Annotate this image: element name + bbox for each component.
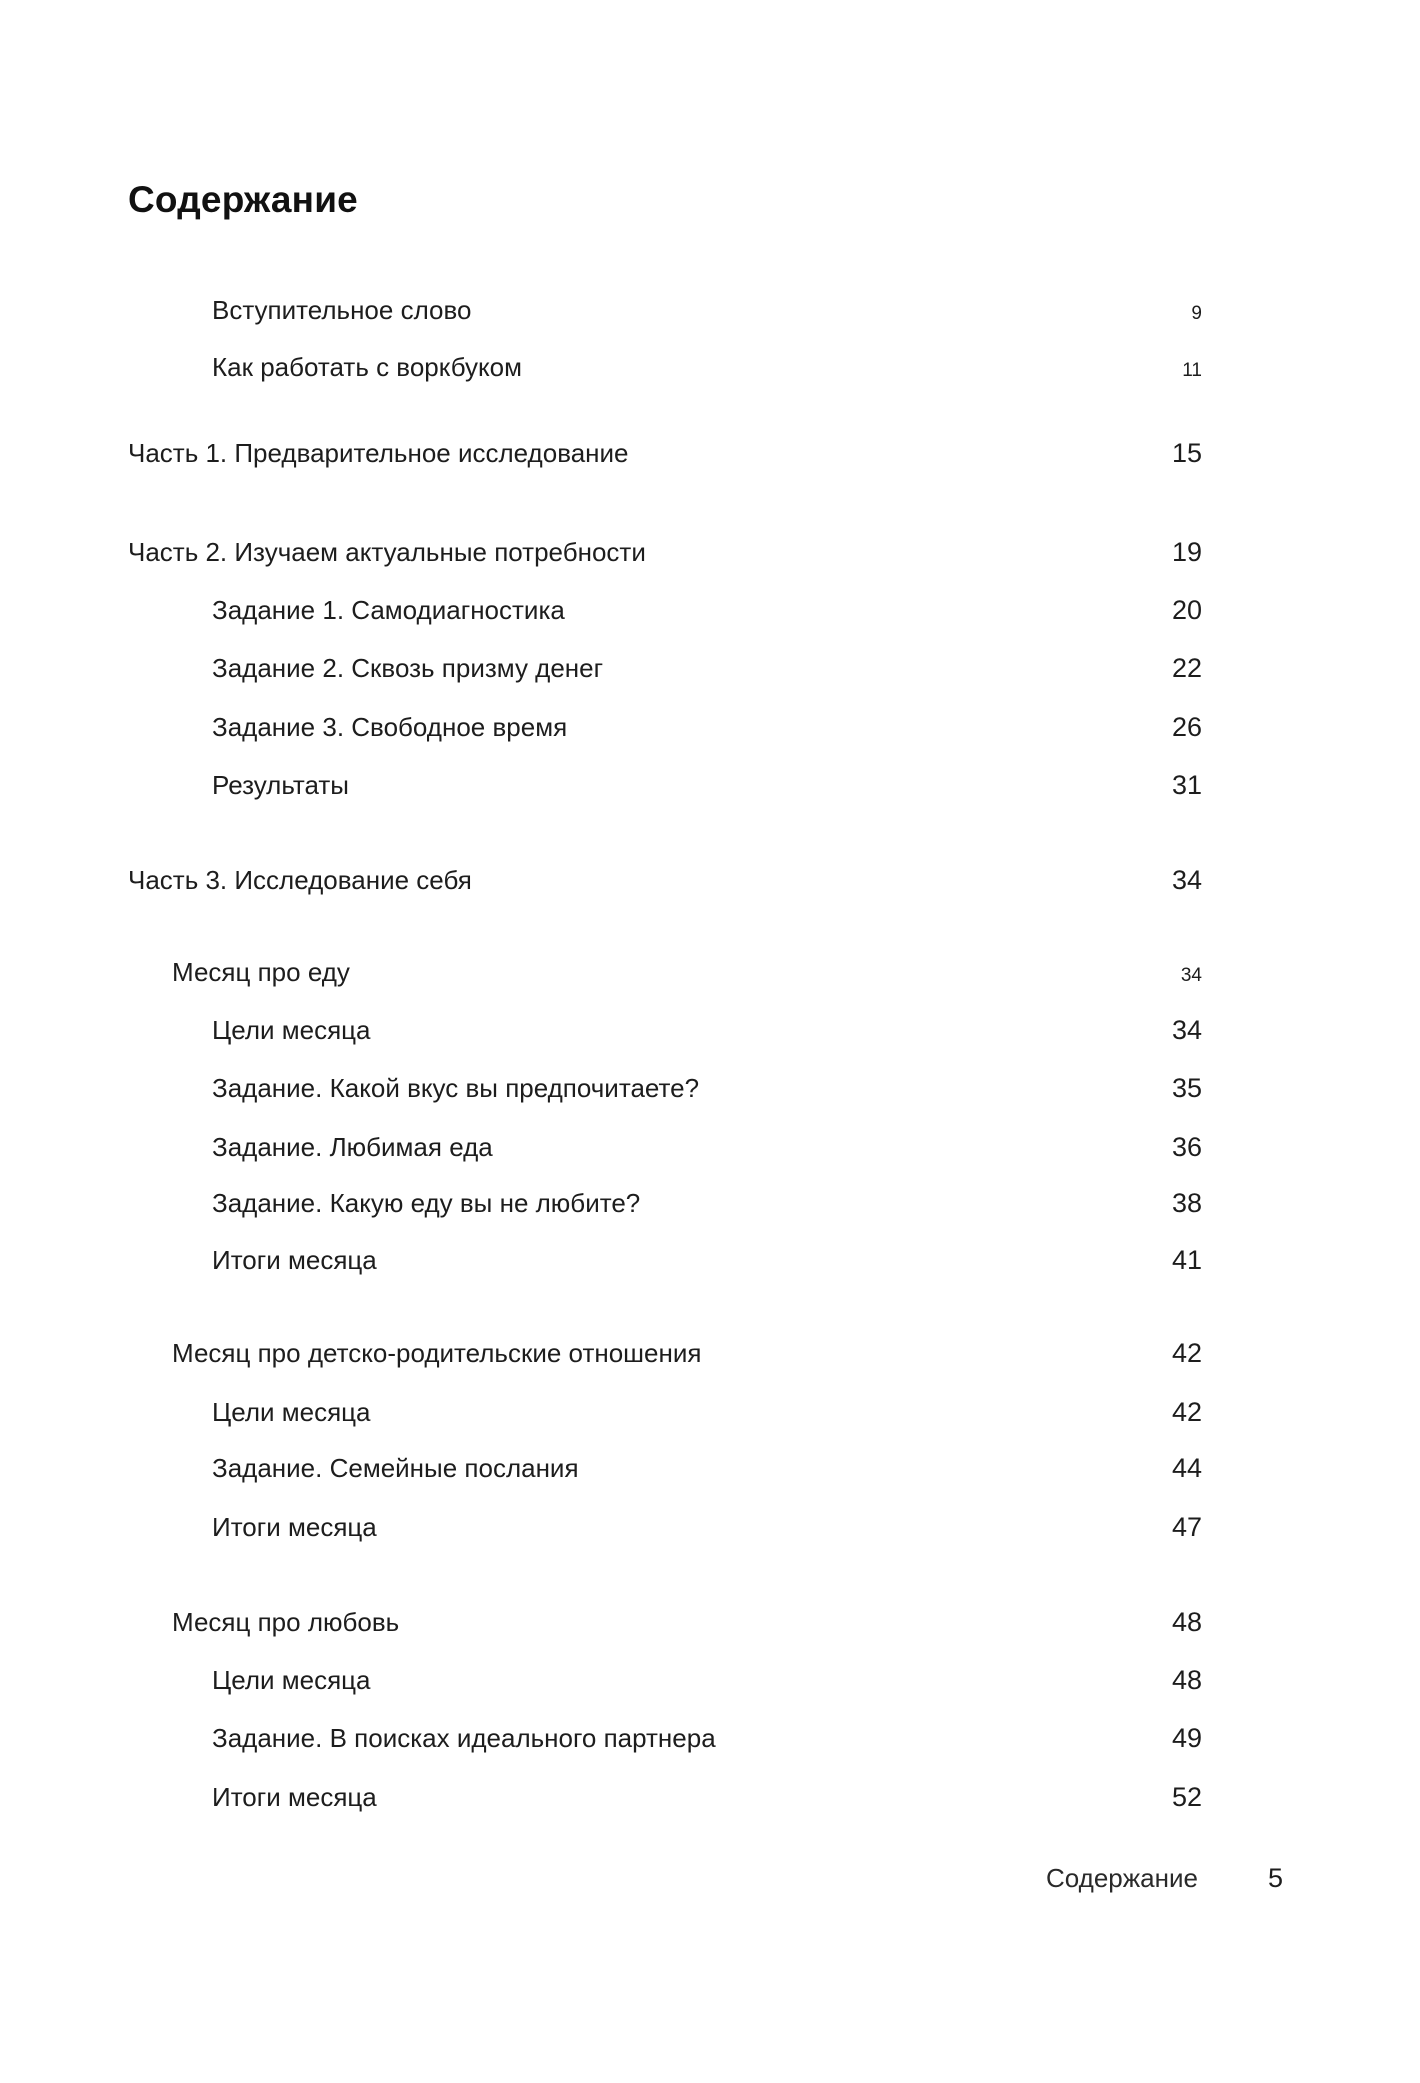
toc-entry-label: Задание. Любимая еда — [212, 1132, 493, 1162]
toc-entry-label: Итоги месяца — [212, 1245, 377, 1275]
toc-entry-page: 34 — [1171, 1015, 1202, 1045]
toc-entry — [128, 1395, 1202, 1429]
toc-entry — [128, 863, 1202, 897]
toc-entry — [128, 768, 1202, 802]
toc-entry-label: Часть 2. Изучаем актуальные потребности — [128, 537, 646, 567]
toc-entry-page: 9 — [1191, 303, 1202, 324]
toc-entry — [128, 1243, 1202, 1277]
toc-entry-label: Результаты — [212, 770, 349, 800]
toc-entry-page: 34 — [1180, 965, 1202, 986]
toc-entry-label: Месяц про детско-родительские отношения — [172, 1338, 702, 1368]
toc-entry-label: Месяц про еду — [172, 957, 350, 987]
toc-entry-label: Задание. Семейные послания — [212, 1453, 579, 1483]
toc-entry-label: Как работать с воркбуком — [212, 352, 523, 382]
toc-entry — [128, 1605, 1202, 1639]
toc-entry — [128, 1013, 1202, 1047]
toc-entry-page: 31 — [1171, 770, 1202, 800]
toc-entry — [128, 350, 1202, 388]
toc-entry — [128, 1663, 1202, 1697]
toc-entry — [128, 1780, 1202, 1814]
toc-entry-page: 48 — [1171, 1665, 1202, 1695]
toc-entry-label: Итоги месяца — [212, 1782, 377, 1812]
footer-page-number: 5 — [1267, 1863, 1283, 1893]
toc-entry-label: Часть 3. Исследование себя — [128, 865, 472, 895]
toc-entry — [128, 1186, 1202, 1220]
page-footer — [1046, 1861, 1283, 1895]
toc-entry-page: 52 — [1171, 1782, 1202, 1812]
toc-entry-page: 42 — [1171, 1338, 1202, 1368]
toc-entry-label: Задание 3. Свободное время — [212, 712, 568, 742]
toc-entry-label: Часть 1. Предварительное исследование — [128, 438, 629, 468]
toc-entry-page: 48 — [1171, 1607, 1202, 1637]
toc-entry-label: Задание 2. Сквозь призму денег — [212, 653, 604, 683]
toc-entry-label: Месяц про любовь — [172, 1607, 400, 1637]
toc-entry — [128, 1451, 1202, 1485]
toc-entry-page: 42 — [1171, 1397, 1202, 1427]
toc-entry-page: 15 — [1171, 438, 1202, 468]
toc-entry-page: 34 — [1171, 865, 1202, 895]
toc-entry — [128, 1721, 1202, 1755]
toc-entry-label: Задание. Какой вкус вы предпочитаете? — [212, 1073, 700, 1103]
toc-entry-page: 20 — [1171, 595, 1202, 625]
toc-entry-page: 22 — [1171, 653, 1202, 683]
toc-entry — [128, 955, 1202, 993]
toc-entry-page: 41 — [1171, 1245, 1202, 1275]
toc-entry — [128, 1071, 1202, 1105]
toc-entry-label: Задание. Какую еду вы не любите? — [212, 1188, 641, 1218]
toc-entry-page: 44 — [1171, 1453, 1202, 1483]
toc-entry-page: 36 — [1171, 1132, 1202, 1162]
toc-entry-label: Задание. В поисках идеального партнера — [212, 1723, 716, 1753]
toc-entry-page: 26 — [1171, 712, 1202, 742]
toc-entry — [128, 1510, 1202, 1544]
toc-entry-label: Цели месяца — [212, 1665, 371, 1695]
footer-section-label: Содержание — [1046, 1863, 1198, 1893]
toc-entry-label: Итоги месяца — [212, 1512, 377, 1542]
toc-entry — [128, 1336, 1202, 1370]
toc-entry-page: 38 — [1171, 1188, 1202, 1218]
toc-entry-page: 35 — [1171, 1073, 1202, 1103]
toc-entry — [128, 1130, 1202, 1164]
toc-entry-page: 47 — [1171, 1512, 1202, 1542]
toc-entry-label: Вступительное слово — [212, 295, 472, 325]
toc-entry — [128, 710, 1202, 744]
toc-entry — [128, 535, 1202, 569]
toc-entry — [128, 436, 1202, 470]
toc-entry-label: Цели месяца — [212, 1397, 371, 1427]
toc-entry — [128, 651, 1202, 685]
toc-entry-label: Задание 1. Самодиагностика — [212, 595, 565, 625]
toc-entry-label: Цели месяца — [212, 1015, 371, 1045]
toc-entry — [128, 593, 1202, 627]
toc-entry-page: 49 — [1171, 1723, 1202, 1753]
toc-entry — [128, 293, 1202, 331]
toc-entry-page: 11 — [1182, 360, 1202, 381]
page-title: Содержание — [128, 179, 358, 220]
toc-entry-page: 19 — [1171, 537, 1202, 567]
